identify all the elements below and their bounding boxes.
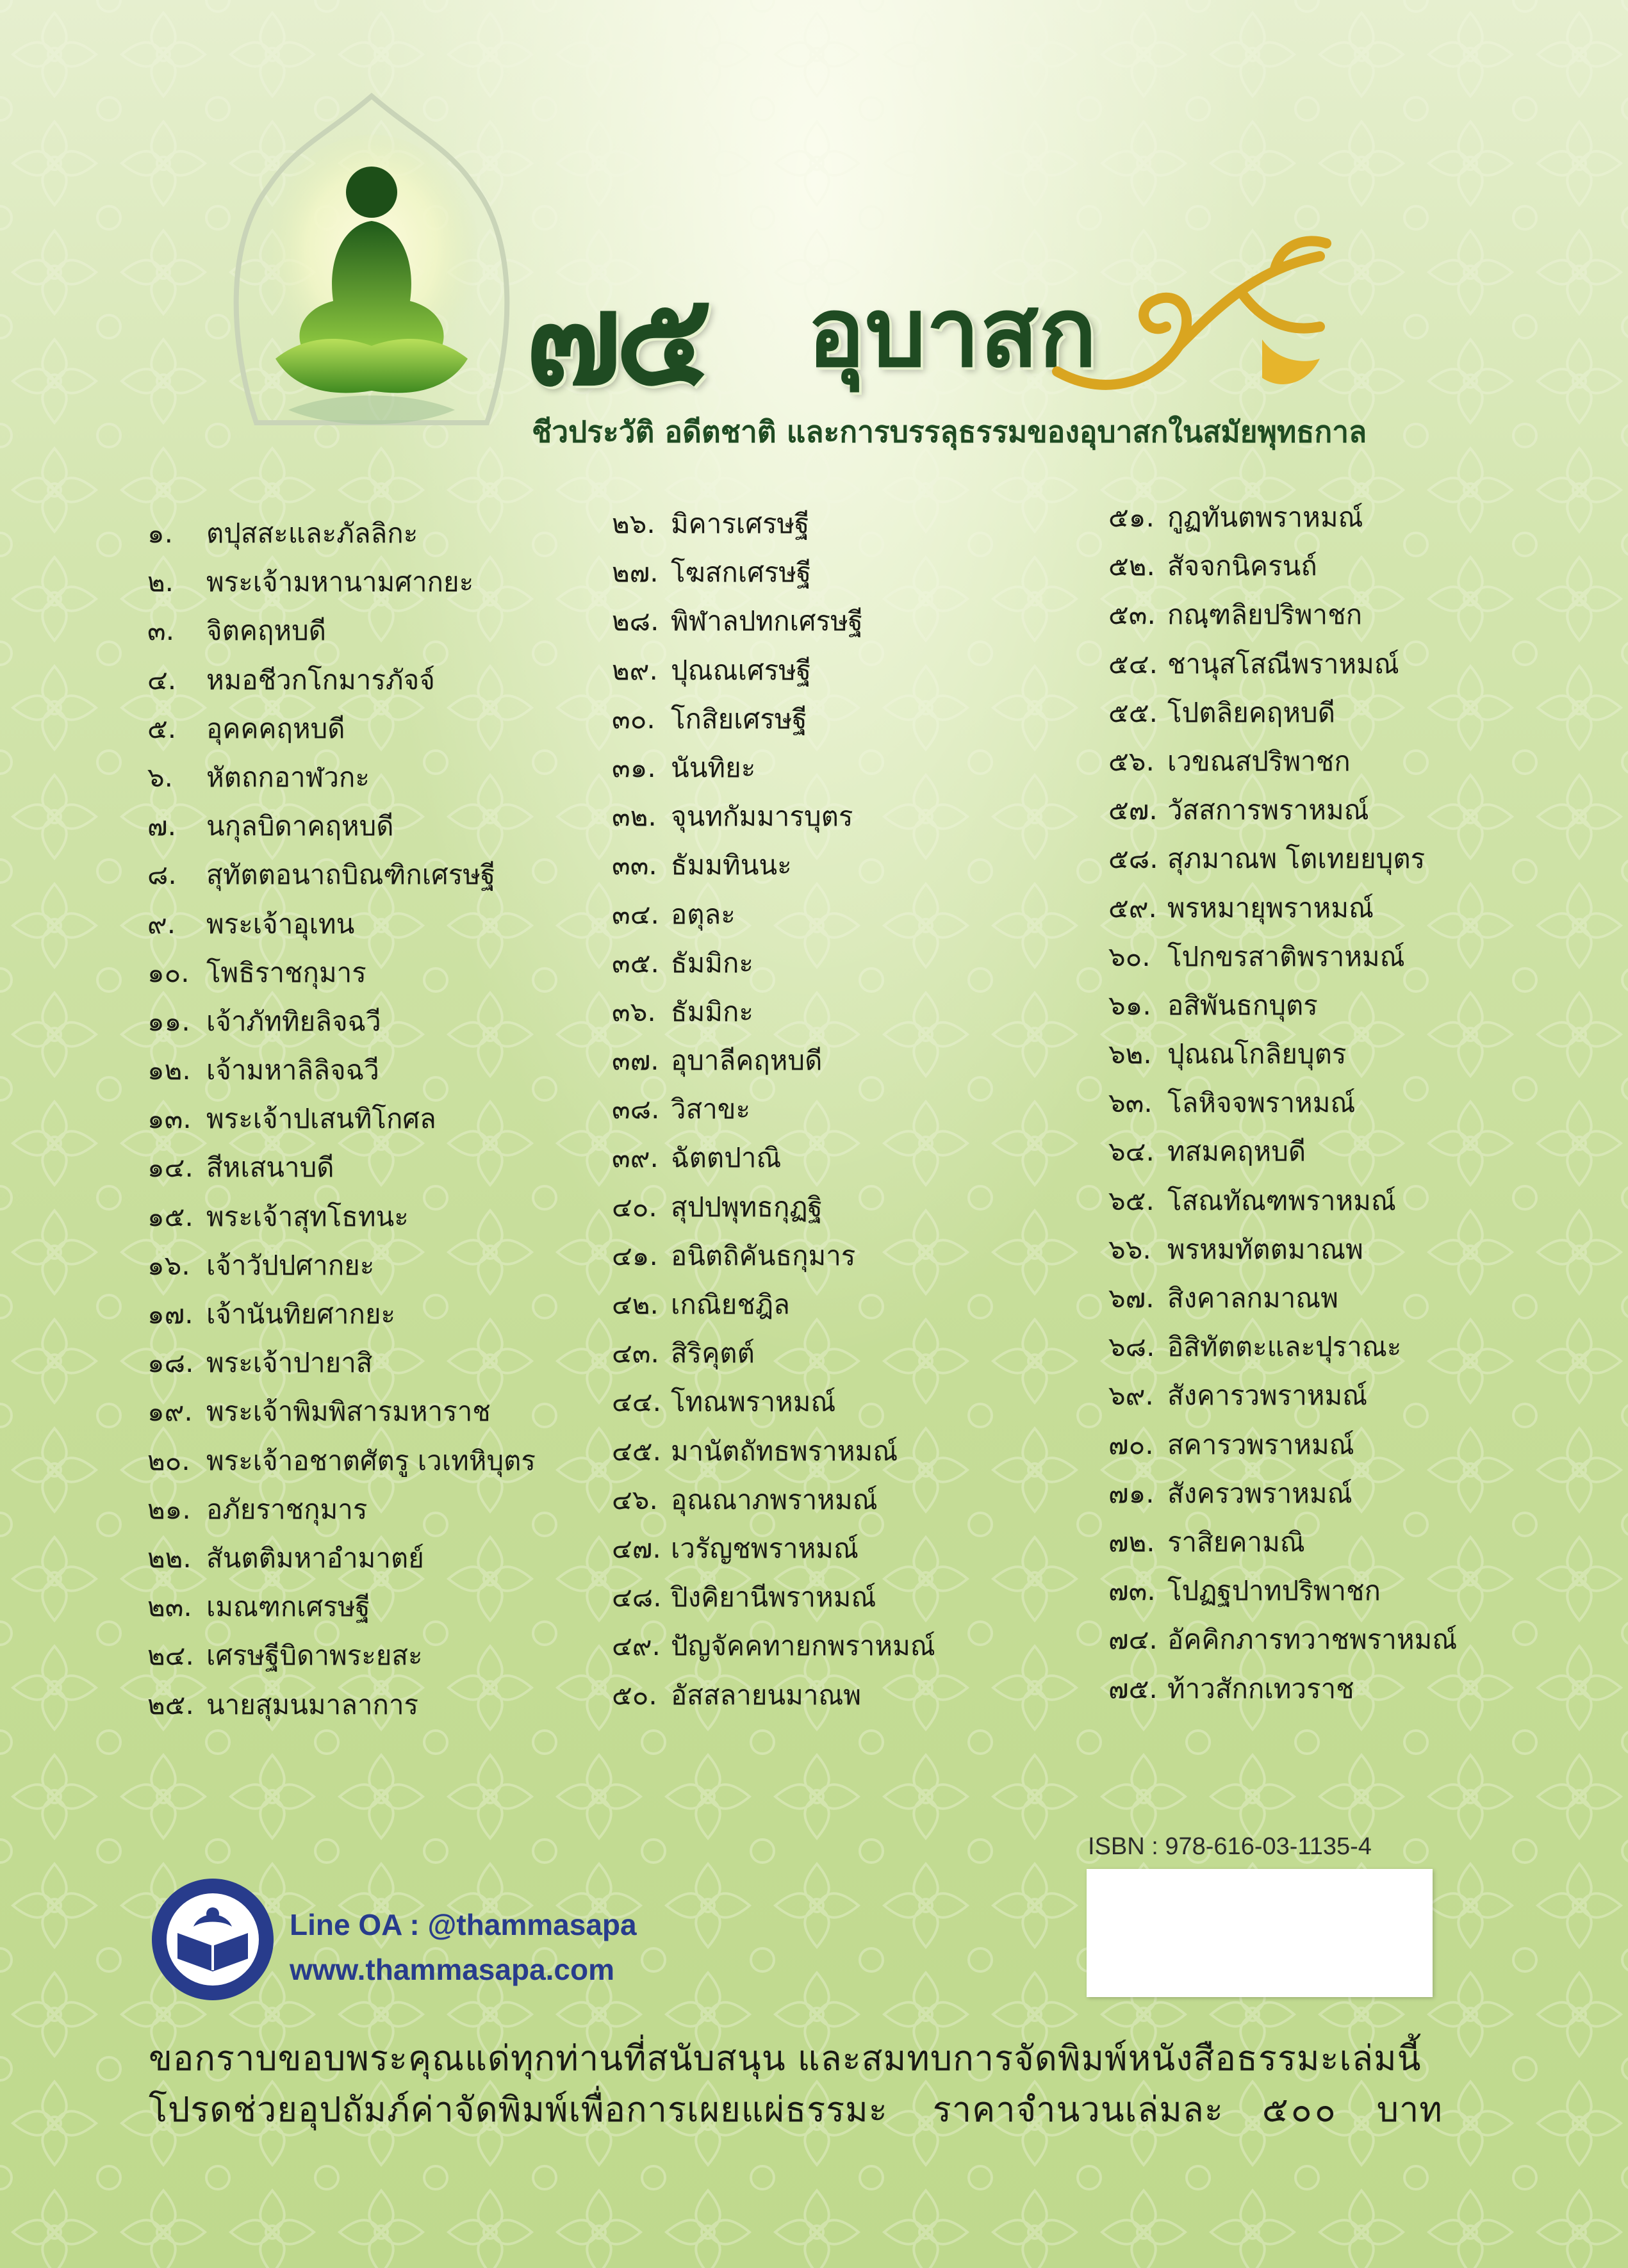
footer-price-line	[149, 2082, 1443, 2137]
footer-support-text: โปรดช่วยอุปถัมภ์ค่าจัดพิมพ์เพื่อการเผยแผ่ธรรมะ	[149, 2089, 888, 2130]
list-item-number: ๖๖.	[1108, 1233, 1151, 1265]
list-item	[1108, 1030, 1457, 1079]
list-item	[147, 1290, 536, 1339]
list-item	[1108, 884, 1457, 933]
list-item	[147, 802, 536, 851]
list-item	[1108, 1421, 1457, 1469]
list-item-number: ๕๕.	[1108, 696, 1158, 728]
list-item-number: ๑๑.	[147, 1005, 190, 1037]
footer-price-label: ราคาจำนวนเล่มละ	[932, 2089, 1224, 2130]
list-item	[612, 890, 935, 939]
list-item-name: ปิงคิยานีพราหมณ์	[671, 1581, 876, 1613]
list-item-number: ๕๔.	[1108, 648, 1158, 680]
list-item-name: สันตติมหาอำมาตย์	[206, 1542, 424, 1574]
list-item-name: นกุลบิดาคฤหบดี	[206, 810, 394, 842]
list-item	[1108, 1567, 1457, 1615]
list-item-number: ๗๔.	[1108, 1624, 1158, 1656]
list-item	[147, 1046, 536, 1095]
list-item-name: หมอชีวกโกมารภัจจ์	[206, 664, 435, 696]
list-item-name: นันทิยะ	[671, 751, 756, 783]
list-item-name: เวขณสปริพาชก	[1167, 745, 1351, 777]
list-item-number: ๖๐.	[1108, 940, 1151, 972]
website-link[interactable]: www.thammasapa.com	[290, 1953, 615, 1986]
list-item-name: อัสสลายนมาณพ	[671, 1679, 862, 1711]
list-item	[612, 1329, 935, 1378]
list-item	[612, 646, 935, 695]
list-item-name: อุบาลีคฤหบดี	[671, 1045, 823, 1077]
list-item-number: ๖๒.	[1108, 1038, 1152, 1070]
list-item-name: ปุณณเศรษฐี	[671, 654, 812, 686]
list-item-name: จิตคฤหบดี	[206, 615, 327, 647]
list-item	[1108, 1518, 1457, 1567]
list-item-name: โกสิยเศรษฐี	[671, 703, 807, 735]
list-item-number: ๕๑.	[1108, 502, 1155, 533]
list-item-name: ธัมมิกะ	[671, 947, 753, 979]
list-item-name: โปตลิยคฤหบดี	[1167, 696, 1335, 728]
list-item-number: ๒๕.	[147, 1688, 194, 1720]
list-item-name: โปกขรสาติพราหมณ์	[1167, 940, 1405, 972]
list-item-number: ๖๓.	[1108, 1087, 1153, 1119]
list-item-number: ๗.	[147, 810, 176, 842]
list-item	[1108, 1177, 1457, 1225]
list-item-number: ๕๒.	[1108, 550, 1155, 582]
list-item	[612, 548, 935, 597]
list-item-number: ๒๒.	[147, 1542, 192, 1574]
list-item	[1108, 1615, 1457, 1664]
list-item	[1108, 786, 1457, 835]
list-item-number: ๓๐.	[612, 703, 655, 735]
list-item-name: อสิพันธกบุตร	[1167, 989, 1318, 1021]
list-item-number: ๑๗.	[147, 1298, 193, 1330]
list-item-name: โทณพราหมณ์	[671, 1386, 836, 1418]
list-item-name: มานัตถัทธพราหมณ์	[671, 1435, 898, 1467]
list-item-name: โลหิจจพราหมณ์	[1167, 1087, 1356, 1119]
list-item-name: ฉัตตปาณิ	[671, 1142, 782, 1174]
list-item-name: ปุณณโกลิยบุตร	[1167, 1038, 1347, 1070]
list-item-number: ๑.	[147, 518, 174, 549]
list-item-name: จุนทกัมมารบุตร	[671, 801, 853, 833]
list-item	[1108, 1371, 1457, 1420]
list-item-name: กูฏทันตพราหมณ์	[1167, 502, 1363, 533]
list-item	[147, 1143, 536, 1192]
list-item-number: ๓๘.	[612, 1093, 660, 1125]
list-item	[147, 558, 536, 607]
list-item-number: ๒๑.	[147, 1493, 191, 1525]
list-item-number: ๕๙.	[1108, 892, 1157, 924]
list-item	[612, 988, 935, 1036]
list-item-number: ๔๐.	[612, 1191, 657, 1223]
list-item	[1108, 737, 1457, 786]
list-item-number: ๔๘.	[612, 1581, 662, 1613]
list-item-number: ๗๓.	[1108, 1575, 1156, 1607]
list-item-number: ๗๒.	[1108, 1526, 1155, 1558]
list-item-name: เศรษฐีบิดาพระยสะ	[206, 1640, 423, 1672]
list-item-name: มิคารเศรษฐี	[671, 508, 810, 539]
list-item-number: ๖๙.	[1108, 1380, 1154, 1412]
list-item-number: ๒๙.	[612, 654, 658, 686]
barcode-area	[1087, 1869, 1433, 1997]
list-item-name: สังครวพราหมณ์	[1167, 1477, 1353, 1509]
list-item	[147, 656, 536, 705]
list-item-number: ๖๔.	[1108, 1136, 1155, 1168]
list-item-number: ๒.	[147, 566, 174, 598]
list-item-number: ๑๔.	[147, 1152, 193, 1184]
list-item-number: ๖๕.	[1108, 1184, 1155, 1216]
list-item-name: สีหเสนาบดี	[206, 1152, 334, 1184]
list-item	[147, 1095, 536, 1143]
buddha-icon	[218, 90, 525, 448]
list-item	[612, 841, 935, 890]
list-item-number: ๙.	[147, 908, 176, 940]
title-number: ๗๕	[525, 264, 706, 414]
list-item-name: พระเจ้าสุทโธทนะ	[206, 1200, 409, 1232]
list-item-name: อุคคคฤหบดี	[206, 712, 345, 744]
list-item	[612, 1427, 935, 1476]
list-item	[612, 695, 935, 744]
list-item	[612, 1036, 935, 1085]
list-item-name: พระเจ้าปเสนทิโกศล	[206, 1103, 436, 1135]
list-item	[1108, 640, 1457, 689]
flourish-icon	[1051, 231, 1333, 410]
title-word: อุบาสก	[807, 276, 1097, 389]
list-item	[612, 1085, 935, 1134]
list-item-name: อตุละ	[671, 898, 736, 930]
list-item-number: ๔๓.	[612, 1337, 659, 1369]
list-item-number: ๖๗.	[1108, 1282, 1155, 1314]
list-item	[612, 744, 935, 792]
list-item	[147, 1241, 536, 1290]
list-item-name: กณฺฑลิยปริพาชก	[1167, 599, 1363, 631]
list-item-name: โสณทัณฑพราหมณ์	[1167, 1184, 1396, 1216]
list-item-name: สิริคุตต์	[671, 1337, 755, 1369]
list-item-name: ตปุสสะและภัลลิกะ	[206, 518, 418, 549]
list-item	[612, 1183, 935, 1232]
list-item-name: สัจจกนิครนถ์	[1167, 550, 1317, 582]
list-item	[612, 1280, 935, 1329]
list-item-name: อุณณาภพราหมณ์	[671, 1483, 878, 1515]
list-item-name: โพธิราชกุมาร	[206, 956, 366, 988]
list-item-number: ๕.	[147, 712, 177, 744]
list-item	[147, 949, 536, 997]
list-item-number: ๔๑.	[612, 1239, 658, 1271]
list-item	[612, 1573, 935, 1622]
list-item	[1108, 835, 1457, 883]
list-item	[1108, 1665, 1457, 1713]
list-item-name: เจ้ามหาลิลิจฉวี	[206, 1054, 379, 1086]
list-item-name: วัสสการพราหมณ์	[1167, 794, 1369, 826]
list-item	[147, 1437, 536, 1485]
list-item-number: ๓๑.	[612, 751, 656, 783]
list-item-name: ปัญจัคคทายกพราหมณ์	[671, 1630, 935, 1662]
list-item-name: ชานุสโสณีพราหมณ์	[1167, 648, 1399, 680]
list-item-name: สุภมาณพ โตเทยยบุตร	[1167, 843, 1426, 875]
list-item	[147, 1485, 536, 1534]
list-item	[147, 1681, 536, 1729]
list-item-number: ๔๒.	[612, 1289, 659, 1320]
list-item	[612, 1524, 935, 1573]
list-item	[147, 851, 536, 899]
list-item-number: ๒๖.	[612, 508, 655, 539]
list-item-name: พระเจ้ามหานามศากยะ	[206, 566, 474, 598]
list-item-name: พระเจ้าพิมพิสารมหาราช	[206, 1396, 491, 1428]
list-item-number: ๓๓.	[612, 849, 657, 881]
list-item-name: หัตถกอาฬวกะ	[206, 761, 370, 793]
list-item	[1108, 591, 1457, 639]
list-item-number: ๒๔.	[147, 1640, 194, 1672]
footer-thanks: ขอกราบขอบพระคุณแด่ทุกท่านที่สนับสนุน และสมทบการจัดพิมพ์หนังสือธรรมะเล่มนี้	[149, 2038, 1422, 2078]
list-item	[612, 1622, 935, 1670]
list-item-name: เจ้าวัปปศากยะ	[206, 1249, 375, 1281]
list-item-number: ๓๕.	[612, 947, 659, 979]
list-item	[612, 792, 935, 841]
list-item-number: ๔.	[147, 664, 177, 696]
list-item-number: ๕๖.	[1108, 745, 1155, 777]
list-item	[1108, 981, 1457, 1030]
list-item	[147, 509, 536, 558]
list-item	[612, 1378, 935, 1426]
list-item-number: ๓๔.	[612, 898, 659, 930]
list-item-number: ๓๒.	[612, 801, 657, 833]
list-item	[612, 597, 935, 646]
list-item-number: ๑๐.	[147, 956, 190, 988]
isbn-text: ISBN : 978-616-03-1135-4	[1088, 1833, 1372, 1860]
list-item	[1108, 1079, 1457, 1127]
list-item-name: นายสุมนมาลาการ	[206, 1688, 419, 1720]
list-item-number: ๔๖.	[612, 1483, 658, 1515]
list-item-number: ๒๘.	[612, 605, 659, 637]
list-item-name: ราสิยคามณิ	[1167, 1526, 1305, 1558]
list-item-number: ๔๕.	[612, 1435, 661, 1467]
publisher-logo-icon	[149, 1875, 277, 2003]
list-item-name: วิสาขะ	[671, 1093, 751, 1125]
list-item-number: ๔๙.	[612, 1630, 661, 1662]
list-item-number: ๖๑.	[1108, 989, 1151, 1021]
list-item-number: ๓๗.	[612, 1045, 659, 1077]
list-item-number: ๑๕.	[147, 1200, 193, 1232]
list-item-name: อิสิทัตตะและปุราณะ	[1167, 1331, 1402, 1363]
list-item-name: เจ้าภัททิยลิจฉวี	[206, 1005, 381, 1037]
list-item-number: ๑๖.	[147, 1249, 190, 1281]
list-item-name: สคารวพราหมณ์	[1167, 1428, 1354, 1460]
list-item	[1108, 1323, 1457, 1371]
list-item	[147, 900, 536, 949]
list-item-name: พรหมายุพราหมณ์	[1167, 892, 1374, 924]
list-item-name: อภัยราชกุมาร	[206, 1493, 368, 1525]
list-item-number: ๑๘.	[147, 1347, 194, 1379]
list-item-name: เกณิยชฎิล	[671, 1289, 790, 1320]
list-item-name: โฆสกเศรษฐี	[671, 557, 812, 589]
list-item-name: โปฏฐปาทปริพาชก	[1167, 1575, 1381, 1607]
list-item	[147, 997, 536, 1046]
list-item-number: ๗๐.	[1108, 1428, 1154, 1460]
list-item	[147, 1534, 536, 1583]
line-oa-text: Line OA : @thammasapa	[290, 1908, 637, 1941]
list-item-number: ๕๓.	[1108, 599, 1156, 631]
list-item-name: สิงคาลกมาณพ	[1167, 1282, 1338, 1314]
list-item-name: ธัมมทินนะ	[671, 849, 792, 881]
list-item-name: เวรัญชพราหมณ์	[671, 1532, 859, 1564]
list-item-number: ๗๕.	[1108, 1672, 1158, 1704]
list-item	[1108, 689, 1457, 737]
list-item	[612, 500, 935, 548]
list-item-number: ๗๑.	[1108, 1477, 1155, 1509]
list-item-number: ๑๓.	[147, 1103, 192, 1135]
list-item-number: ๕๘.	[1108, 843, 1158, 875]
list-item-number: ๘.	[147, 859, 177, 891]
list-item	[1108, 933, 1457, 981]
list-item-number: ๒๐.	[147, 1444, 190, 1476]
list-item-name: อัคคิกภารทวาชพราหมณ์	[1167, 1624, 1458, 1656]
list-item-name: พรหมทัตตมาณพ	[1167, 1233, 1363, 1265]
list-item-name: พิฬาลปทกเศรษฐี	[671, 605, 863, 637]
list-item-number: ๕๐.	[612, 1679, 657, 1711]
list-item	[612, 939, 935, 988]
list-item	[147, 1193, 536, 1241]
list-item-number: ๕๗.	[1108, 794, 1158, 826]
list-item	[147, 607, 536, 655]
list-item-number: ๒๓.	[147, 1591, 192, 1623]
list-item-name: สุปปพุทธกุฏฐิ	[671, 1191, 823, 1223]
list-item	[147, 1631, 536, 1680]
list-item-name: พระเจ้าปายาสิ	[206, 1347, 373, 1379]
list-item	[147, 753, 536, 802]
list-item-number: ๓๖.	[612, 995, 656, 1027]
list-item-number: ๓๙.	[612, 1142, 659, 1174]
list-item-number: ๖๘.	[1108, 1331, 1155, 1363]
list-item	[1108, 493, 1457, 542]
list-item-name: สุทัตตอนาถบิณฑิกเศรษฐี	[206, 859, 496, 891]
list-item	[147, 1339, 536, 1387]
list-item	[612, 1134, 935, 1182]
list-column-1	[147, 509, 536, 1729]
list-column-2	[612, 500, 935, 1720]
footer-currency: บาท	[1376, 2089, 1443, 2130]
subtitle: ชีวประวัติ อดีตชาติ และการบรรลุธรรมของอุบาสกในสมัยพุทธกาล	[532, 414, 1367, 449]
list-item-name: ทสมคฤหบดี	[1167, 1136, 1306, 1168]
list-item-name: อนิตถิคันธกุมาร	[671, 1239, 856, 1271]
list-item-name: ท้าวสักกเทวราช	[1167, 1672, 1354, 1704]
list-item-number: ๒๗.	[612, 557, 659, 589]
list-item	[1108, 1127, 1457, 1176]
list-item-name: พระเจ้าอชาตศัตรู เวเทหิบุตร	[206, 1444, 536, 1476]
list-item	[147, 705, 536, 753]
list-item	[612, 1671, 935, 1720]
list-item-number: ๑๒.	[147, 1054, 191, 1086]
list-item-name: เมณฑกเศรษฐี	[206, 1591, 370, 1623]
list-item	[1108, 542, 1457, 591]
list-item-name: เจ้านันทิยศากยะ	[206, 1298, 396, 1330]
list-item-number: ๔๔.	[612, 1386, 661, 1418]
list-item	[147, 1583, 536, 1631]
list-item	[612, 1232, 935, 1280]
list-column-3	[1108, 493, 1457, 1713]
list-item-name: พระเจ้าอุเทน	[206, 908, 355, 940]
list-item-number: ๓.	[147, 615, 175, 647]
list-item-name: ธัมมิกะ	[671, 995, 753, 1027]
list-item	[612, 1476, 935, 1524]
list-item-number: ๖.	[147, 761, 174, 793]
list-item-number: ๑๙.	[147, 1396, 193, 1428]
list-item-name: สังคารวพราหมณ์	[1167, 1380, 1368, 1412]
footer-price-value: ๕๐๐	[1262, 2089, 1338, 2130]
list-item	[147, 1387, 536, 1436]
list-item	[1108, 1274, 1457, 1323]
list-item-number: ๔๗.	[612, 1532, 661, 1564]
list-item	[1108, 1469, 1457, 1518]
list-item	[1108, 1225, 1457, 1274]
